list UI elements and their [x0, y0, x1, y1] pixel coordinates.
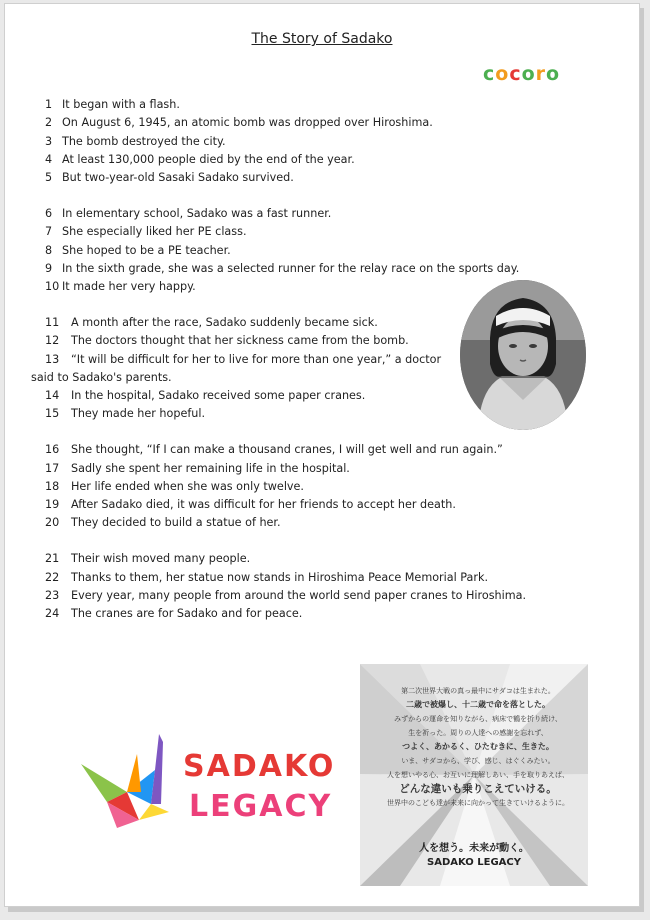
legacy-card-text — [378, 684, 578, 810]
line-number: 7 — [45, 225, 53, 239]
legacy-card-line: 人を想いやる心、お互いに理解しあい、手を取りあえば、 — [387, 771, 569, 779]
line-text: In the hospital, Sadako received some paper cranes. — [71, 389, 366, 403]
line-text: “It will be difficult for her to live for more than one year,” a doctor — [71, 352, 442, 366]
line-text: After Sadako died, it was difficult for her friends to accept her death. — [71, 498, 456, 512]
story-line — [45, 242, 515, 260]
line-number: 2 — [45, 116, 53, 130]
line-text: The doctors thought that her sickness came from the bomb. — [71, 334, 409, 348]
line-number: 22 — [45, 570, 60, 584]
line-number: 24 — [45, 607, 60, 621]
legacy-card-tagline — [360, 842, 588, 870]
story-line — [45, 332, 515, 350]
legacy-card-line: どんな違いも乗りこえていける。 — [399, 783, 557, 795]
line-text: It made her very happy. — [62, 280, 196, 294]
line-number: 20 — [45, 516, 60, 530]
line-text: In elementary school, Sadako was a fast runner. — [62, 206, 332, 220]
line-text: But two-year-old Sasaki Sadako survived. — [62, 171, 294, 185]
story-line — [45, 405, 515, 423]
cocoro-logo-letter: o — [521, 63, 536, 85]
tagline-en: SADAKO LEGACY — [427, 857, 521, 868]
story-line — [45, 478, 515, 496]
line-text: Every year, many people from around the world send paper cranes to Hiroshima. — [71, 588, 527, 602]
line-number: 21 — [45, 552, 60, 566]
line-text: She especially liked her PE class. — [62, 225, 247, 239]
cocoro-logo-letter: c — [509, 63, 522, 85]
line-continuation: said to Sadako's parents. — [31, 370, 172, 384]
legacy-card-line: 生を祈った。周りの人達への感謝を忘れず、 — [408, 729, 548, 737]
story-line — [45, 223, 515, 241]
cocoro-logo-letter: o — [495, 63, 510, 85]
story-line — [45, 587, 527, 605]
line-text: On August 6, 1945, an atomic bomb was dropped over Hiroshima. — [62, 116, 433, 130]
line-text: It began with a flash. — [62, 98, 180, 111]
story-line — [45, 114, 515, 132]
svg-text:SADAKO: SADAKO — [183, 749, 336, 784]
line-number: 17 — [45, 461, 60, 475]
line-number: 13 — [45, 352, 60, 366]
story-line — [45, 314, 515, 332]
line-number: 16 — [45, 443, 60, 457]
sadako-legacy-card — [360, 664, 588, 886]
line-number: 10 — [45, 280, 60, 294]
story-line — [45, 351, 515, 369]
legacy-card-line: つよく、あかるく、ひたむきに、生きた。 — [402, 742, 554, 751]
story-line — [45, 569, 515, 587]
svg-text:LEGACY: LEGACY — [189, 789, 333, 824]
line-text: At least 130,000 people died by the end of the year. — [62, 152, 355, 166]
sadako-legacy-logo — [77, 734, 347, 838]
line-number: 9 — [45, 261, 53, 275]
story-line — [45, 169, 515, 187]
story-line — [45, 133, 515, 151]
document-page — [4, 3, 640, 907]
story-line — [45, 151, 515, 169]
line-number: 11 — [45, 315, 60, 329]
line-number: 19 — [45, 498, 60, 512]
story-line — [45, 550, 515, 568]
story-line — [45, 605, 515, 623]
legacy-card-line: いま、サダコから、学び、感じ、はぐくみたい。 — [401, 757, 555, 765]
line-number: 14 — [45, 389, 60, 403]
sadako-portrait-photo — [460, 280, 586, 430]
line-text: Sadly she spent her remaining life in the hospital. — [71, 461, 350, 475]
line-text: In the sixth grade, she was a selected runner for the relay race on the sports day. — [62, 261, 520, 275]
paper-crane-icon — [81, 734, 169, 828]
line-text: The cranes are for Sadako and for peace. — [71, 607, 303, 621]
story-line — [45, 260, 520, 278]
legacy-card-line: 第二次世界大戦の真っ最中にサダコは生まれた。 — [401, 687, 555, 695]
legacy-card-line: みずからの運命を知りながら、病床で鶴を折り続け、 — [394, 715, 562, 723]
line-text: They made her hopeful. — [71, 407, 206, 421]
story-line — [45, 205, 515, 223]
line-number: 12 — [45, 334, 60, 348]
legacy-card-line: 世界中のこども達が未来に向かって生きていけるように。 — [387, 799, 569, 807]
story-line — [45, 278, 515, 296]
line-number: 23 — [45, 588, 60, 602]
line-number: 8 — [45, 243, 53, 257]
story-line — [45, 96, 515, 114]
line-number: 6 — [45, 206, 53, 220]
line-text: A month after the race, Sadako suddenly became sick. — [71, 315, 378, 329]
line-number: 5 — [45, 171, 53, 185]
line-text: She hoped to be a PE teacher. — [62, 243, 231, 257]
line-text: Their wish moved many people. — [71, 552, 251, 566]
line-number: 1 — [45, 98, 53, 111]
line-text: Her life ended when she was only twelve. — [71, 479, 304, 493]
cocoro-logo — [483, 63, 560, 85]
section-gap — [45, 424, 515, 442]
story-lines — [31, 96, 527, 623]
line-number: 3 — [45, 134, 53, 148]
line-text: The bomb destroyed the city. — [62, 134, 226, 148]
story-line — [45, 387, 515, 405]
line-text: She thought, “If I can make a thousand cranes, I will get well and run again.” — [71, 443, 503, 457]
cocoro-logo-letter: r — [535, 63, 547, 85]
story-line — [45, 496, 515, 514]
section-gap — [45, 296, 515, 314]
cocoro-logo-letter: c — [483, 63, 496, 85]
tagline-jp: 人を想う。未来が動く。 — [419, 843, 529, 854]
story-line — [45, 460, 515, 478]
legacy-card-line: 二歳で被爆し、十二歳で命を落とした。 — [406, 700, 550, 709]
story-line — [45, 441, 515, 459]
page-title: The Story of Sadako — [251, 31, 393, 47]
line-text: Thanks to them, her statue now stands in Hiroshima Peace Memorial Park. — [71, 570, 489, 584]
line-text: They decided to build a statue of her. — [71, 516, 281, 530]
line-number: 18 — [45, 479, 60, 493]
line-number: 15 — [45, 407, 60, 421]
section-gap — [45, 187, 515, 205]
story-line — [45, 514, 515, 532]
line-number: 4 — [45, 152, 53, 166]
section-gap — [45, 533, 515, 551]
cocoro-logo-letter: o — [546, 63, 561, 85]
